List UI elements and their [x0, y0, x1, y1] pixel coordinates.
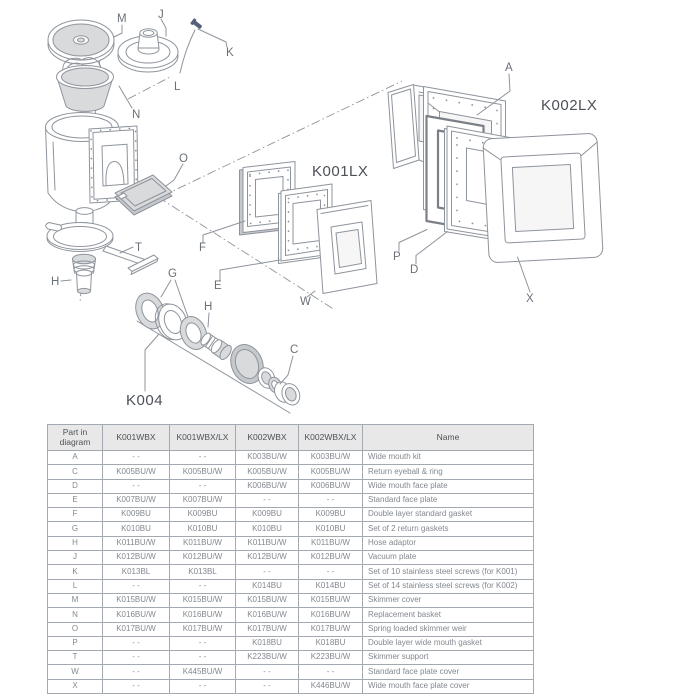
table-row: [48, 593, 534, 607]
part-number-cell: - -: [170, 651, 236, 665]
part-letter-cell: E: [48, 493, 103, 507]
table-row: [48, 465, 534, 479]
part-letter-cell: L: [48, 579, 103, 593]
screws-part: [180, 18, 227, 73]
hose-adaptor-part: [61, 254, 96, 293]
parts-table: [47, 424, 534, 694]
part-name-cell: Standard face plate cover: [363, 665, 534, 679]
part-letter-cell: H: [48, 536, 103, 550]
part-number-cell: - -: [299, 565, 363, 579]
table-row: [48, 636, 534, 650]
part-number-cell: K010BU: [299, 522, 363, 536]
table-row: [48, 536, 534, 550]
basket-part: [57, 58, 133, 112]
part-number-cell: K017BU/W: [103, 622, 170, 636]
label-x: X: [526, 293, 534, 305]
part-number-cell: - -: [103, 651, 170, 665]
part-number-cell: - -: [236, 565, 299, 579]
part-number-cell: K446BU/W: [299, 679, 363, 693]
part-letter-cell: K: [48, 565, 103, 579]
column-header-1: K001WBX: [103, 425, 170, 451]
column-header-4: K002WBX/LX: [299, 425, 363, 451]
part-number-cell: K006BU/W: [299, 479, 363, 493]
column-header-3: K002WBX: [236, 425, 299, 451]
part-number-cell: K006BU/W: [236, 479, 299, 493]
part-letter-cell: F: [48, 508, 103, 522]
part-number-cell: K014BU: [236, 579, 299, 593]
part-number-cell: K016BU/W: [170, 608, 236, 622]
part-number-cell: - -: [103, 636, 170, 650]
part-number-cell: K003BU/W: [236, 451, 299, 465]
part-name-cell: Double layer wide mouth gasket: [363, 636, 534, 650]
part-number-cell: K013BL: [170, 565, 236, 579]
part-number-cell: K015BU/W: [299, 593, 363, 607]
part-number-cell: - -: [103, 665, 170, 679]
table-row: [48, 508, 534, 522]
part-number-cell: K005BU/W: [299, 465, 363, 479]
part-letter-cell: P: [48, 636, 103, 650]
part-number-cell: K010BU: [170, 522, 236, 536]
table-row: [48, 522, 534, 536]
part-number-cell: K007BU/W: [170, 493, 236, 507]
k001lx-group: [203, 162, 377, 298]
part-letter-cell: X: [48, 679, 103, 693]
label-j: J: [158, 9, 164, 21]
part-number-cell: K009BU: [236, 508, 299, 522]
table-row: [48, 493, 534, 507]
table-row: [48, 451, 534, 465]
part-number-cell: K005BU/W: [236, 465, 299, 479]
part-number-cell: K445BU/W: [170, 665, 236, 679]
part-name-cell: Standard face plate: [363, 493, 534, 507]
skimmer-body-part: [46, 113, 139, 230]
part-number-cell: K015BU/W: [170, 593, 236, 607]
part-letter-cell: W: [48, 665, 103, 679]
table-row: [48, 622, 534, 636]
label-p: P: [393, 251, 401, 263]
part-name-cell: Wide mouth kit: [363, 451, 534, 465]
label-k: K: [226, 47, 234, 59]
part-number-cell: - -: [170, 579, 236, 593]
part-name-cell: Vacuum plate: [363, 551, 534, 565]
part-number-cell: - -: [236, 665, 299, 679]
part-number-cell: K012BU/W: [236, 551, 299, 565]
column-header-5: Name: [363, 425, 534, 451]
group-title-k004: K004: [126, 392, 164, 409]
table-row: [48, 679, 534, 693]
group-title-k001lx: K001LX: [312, 163, 369, 180]
part-number-cell: K018BU: [236, 636, 299, 650]
part-number-cell: K015BU/W: [236, 593, 299, 607]
skimmer-cover-part: [48, 20, 122, 64]
label-h-k004: H: [204, 301, 213, 313]
part-number-cell: - -: [299, 665, 363, 679]
part-name-cell: Hose adaptor: [363, 536, 534, 550]
part-number-cell: K011BU/W: [170, 536, 236, 550]
part-letter-cell: M: [48, 593, 103, 607]
part-number-cell: K011BU/W: [299, 536, 363, 550]
screw-icon: [190, 18, 203, 30]
part-number-cell: - -: [236, 493, 299, 507]
label-w: W: [300, 296, 311, 308]
part-number-cell: K009BU: [299, 508, 363, 522]
part-letter-cell: G: [48, 522, 103, 536]
part-number-cell: K010BU: [236, 522, 299, 536]
part-number-cell: K017BU/W: [170, 622, 236, 636]
table-body: [48, 451, 534, 694]
part-number-cell: K003BU/W: [299, 451, 363, 465]
part-letter-cell: A: [48, 451, 103, 465]
part-letter-cell: C: [48, 465, 103, 479]
standard-face-plate-cover-part: [317, 201, 377, 294]
part-name-cell: Return eyeball & ring: [363, 465, 534, 479]
part-number-cell: K016BU/W: [299, 608, 363, 622]
part-number-cell: - -: [103, 479, 170, 493]
part-number-cell: K005BU/W: [170, 465, 236, 479]
label-e: E: [214, 280, 222, 292]
part-number-cell: K009BU: [103, 508, 170, 522]
part-number-cell: K011BU/W: [236, 536, 299, 550]
part-name-cell: Double layer standard gasket: [363, 508, 534, 522]
part-number-cell: - -: [103, 679, 170, 693]
label-l: L: [174, 81, 181, 93]
part-number-cell: K223BU/W: [236, 651, 299, 665]
part-number-cell: K010BU: [103, 522, 170, 536]
part-number-cell: K017BU/W: [299, 622, 363, 636]
part-number-cell: K013BL: [103, 565, 170, 579]
part-number-cell: K009BU: [170, 508, 236, 522]
label-a: A: [505, 62, 513, 74]
part-number-cell: K012BU/W: [103, 551, 170, 565]
table-row: [48, 565, 534, 579]
part-name-cell: Replacement basket: [363, 608, 534, 622]
part-letter-cell: T: [48, 651, 103, 665]
part-number-cell: - -: [103, 579, 170, 593]
part-number-cell: K015BU/W: [103, 593, 170, 607]
column-header-0: Part in diagram: [48, 425, 103, 451]
label-c: C: [290, 344, 299, 356]
label-n: N: [132, 109, 141, 121]
label-o: O: [179, 153, 188, 165]
column-header-2: K001WBX/LX: [170, 425, 236, 451]
part-number-cell: K016BU/W: [236, 608, 299, 622]
part-name-cell: Skimmer support: [363, 651, 534, 665]
part-name-cell: Set of 14 stainless steel screws (for K002): [363, 579, 534, 593]
part-number-cell: K012BU/W: [299, 551, 363, 565]
part-number-cell: K017BU/W: [236, 622, 299, 636]
part-name-cell: Spring loaded skimmer weir: [363, 622, 534, 636]
label-m: M: [117, 13, 127, 25]
table-row: [48, 608, 534, 622]
part-number-cell: - -: [170, 451, 236, 465]
part-letter-cell: N: [48, 608, 103, 622]
part-number-cell: - -: [170, 636, 236, 650]
table-row: [48, 579, 534, 593]
part-number-cell: - -: [299, 493, 363, 507]
part-name-cell: Wide mouth face plate: [363, 479, 534, 493]
part-number-cell: K012BU/W: [170, 551, 236, 565]
part-number-cell: - -: [103, 451, 170, 465]
label-f: F: [199, 242, 207, 254]
part-name-cell: Skimmer cover: [363, 593, 534, 607]
label-d: D: [410, 264, 419, 276]
table-row: [48, 651, 534, 665]
part-number-cell: K018BU: [299, 636, 363, 650]
table-header-row: [48, 425, 534, 451]
part-number-cell: - -: [170, 679, 236, 693]
part-number-cell: - -: [236, 679, 299, 693]
part-number-cell: K007BU/W: [103, 493, 170, 507]
part-letter-cell: J: [48, 551, 103, 565]
part-name-cell: Wide mouth face plate cover: [363, 679, 534, 693]
part-number-cell: K005BU/W: [103, 465, 170, 479]
part-number-cell: K014BU: [299, 579, 363, 593]
table-row: [48, 665, 534, 679]
group-title-k002lx: K002LX: [541, 97, 598, 114]
table-row: [48, 551, 534, 565]
part-letter-cell: O: [48, 622, 103, 636]
label-g: G: [168, 268, 177, 280]
part-number-cell: - -: [170, 479, 236, 493]
part-letter-cell: D: [48, 479, 103, 493]
part-number-cell: K223BU/W: [299, 651, 363, 665]
table-row: [48, 479, 534, 493]
label-h-body: H: [51, 276, 60, 288]
part-name-cell: Set of 10 stainless steel screws (for K001): [363, 565, 534, 579]
vacuum-plate-part: [118, 19, 178, 72]
part-name-cell: Set of 2 return gaskets: [363, 522, 534, 536]
part-number-cell: K011BU/W: [103, 536, 170, 550]
wide-mouth-cover-part: [483, 133, 603, 263]
label-t: T: [135, 242, 143, 254]
part-number-cell: K016BU/W: [103, 608, 170, 622]
